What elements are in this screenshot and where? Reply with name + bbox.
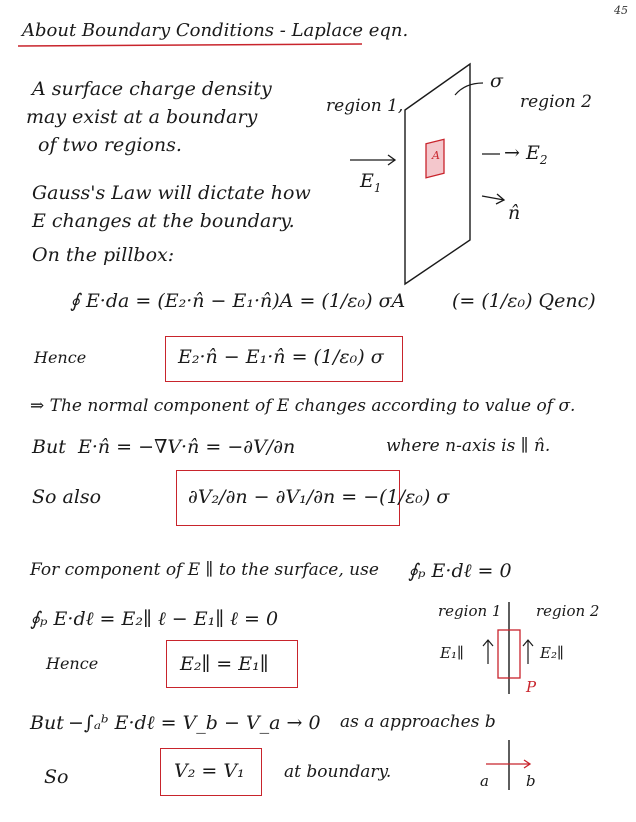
approach-note: as a approaches b (340, 712, 496, 732)
e1-vector: $E_1$ (360, 170, 382, 195)
potential-equation: ∂V₂/∂n − ∂V₁/∂n = −(1/ε₀) σ (188, 486, 450, 508)
pillbox-area-label: A (432, 149, 440, 162)
region-2-label: region 2 (520, 92, 592, 112)
normal-vector: n̂ (508, 202, 521, 224)
region-1-label: region 1, (326, 96, 404, 116)
so-also-label: So also (32, 486, 102, 508)
intro-line-2: may exist at a boundary (26, 106, 258, 128)
point-b-label: b (526, 772, 536, 790)
e1-parallel-label: E₁∥ (440, 644, 464, 662)
sigma-label: σ (490, 70, 503, 92)
normal-statement: ⇒ The normal component of E changes according to value of σ. (30, 396, 576, 416)
so-label: So (44, 766, 69, 788)
hence-label-2: Hence (46, 654, 99, 673)
intro-line-1: A surface charge density (32, 78, 272, 100)
e2-vector: → $E_2$ (504, 142, 548, 167)
gauss-line-2: E changes at the boundary. (32, 210, 295, 232)
intro-line-3: of two regions. (38, 134, 182, 156)
but-label-1: But (32, 436, 66, 458)
gauss-line-1: Gauss's Law will dictate how (32, 182, 311, 204)
loop-integral-zero: ∮ₚ E·dℓ = 0 (408, 560, 512, 582)
n-axis-note: where n-axis is ∥ n̂. (386, 436, 551, 456)
gauss-equation: ∮ E·da = (E₂·n̂ − E₁·n̂)A = (1/ε₀) σA (70, 290, 406, 312)
gauss-qenc-note: (= (1/ε₀) Qenc) (452, 290, 596, 312)
line-integral-equation: −∫ₐᵇ E·dℓ = V_b − V_a → 0 (68, 712, 321, 734)
parallel-equation: E₂∥ = E₁∥ (180, 653, 269, 675)
path-p-label: P (526, 678, 537, 696)
point-a-label: a (480, 772, 489, 790)
gradient-equation: E·n̂ = −∇V·n̂ = −∂V/∂n (78, 436, 296, 458)
voltage-equation: V₂ = V₁ (174, 760, 245, 782)
e2-parallel-label: E₂∥ (540, 644, 564, 662)
page-number: 45 (614, 4, 628, 17)
loop-region-1: region 1 (438, 602, 502, 620)
but-label-2: But (30, 712, 64, 734)
normal-equation: E₂·n̂ − E₁·n̂ = (1/ε₀) σ (178, 346, 384, 368)
pillbox-label: On the pillbox: (32, 244, 175, 266)
at-boundary-label: at boundary. (284, 762, 392, 782)
loop-equation: ∮ₚ E·dℓ = E₂∥ ℓ − E₁∥ ℓ = 0 (30, 608, 279, 630)
loop-region-2: region 2 (536, 602, 600, 620)
parallel-intro: For component of E ∥ to the surface, use (30, 560, 379, 580)
hence-label-1: Hence (34, 348, 87, 367)
page-title: About Boundary Conditions - Laplace eqn. (22, 20, 409, 41)
